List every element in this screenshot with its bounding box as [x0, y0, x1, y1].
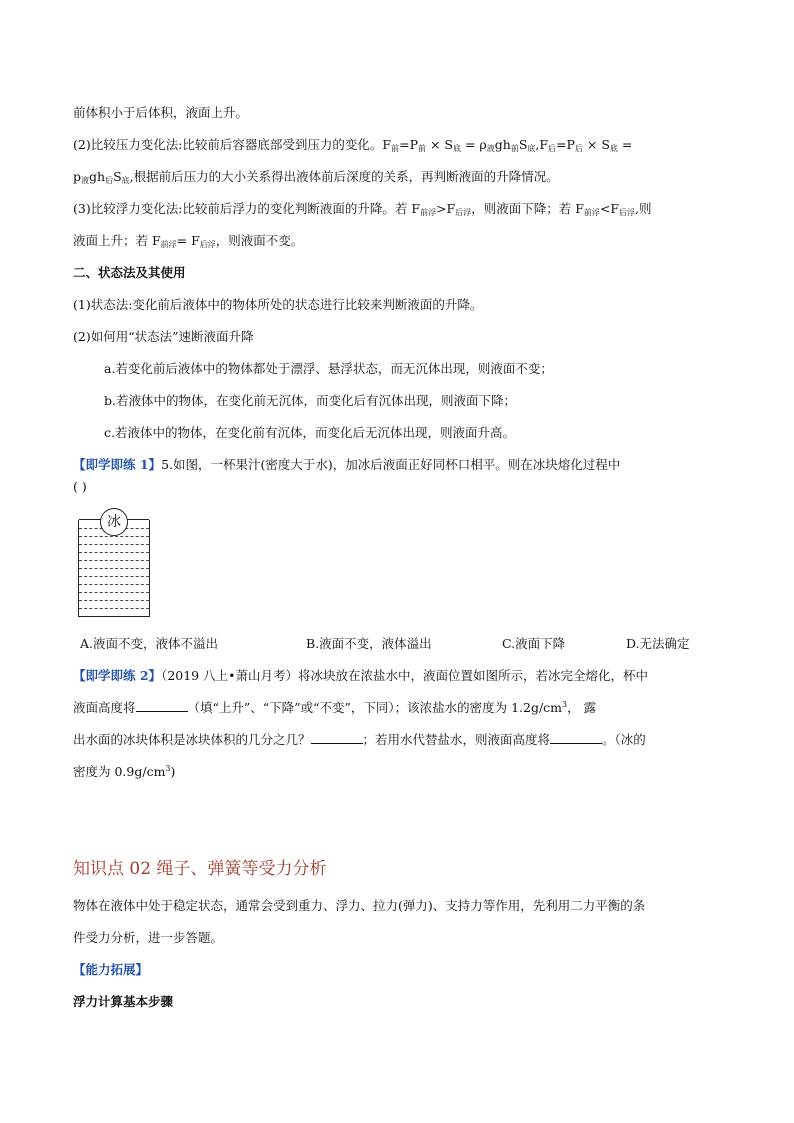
state-method-definition: (1)状态法:变化前后液体中的物体所处的状态进行比较来判断液面的升降。 [73, 297, 483, 312]
state-rule-a: a.若变化前后液体中的物体都处于漂浮、悬浮状态，而无沉体出现，则液面不变； [104, 361, 553, 376]
option-b[interactable]: B.液面不变，液体溢出 [306, 636, 432, 651]
section-heading-state-method: 二、状态法及其使用 [73, 265, 186, 280]
knowledge-point-heading: 知识点 02 绳子、弹簧等受力分析 [73, 859, 327, 879]
body-text-line1: 物体在液体中处于稳定状态，通常会受到重力、浮力、拉力(弹力)、支持力等作用，先利用二力平衡的条 [73, 898, 646, 913]
state-method-howto: (2)如何用“状态法”速断液面升降 [73, 329, 254, 344]
option-c[interactable]: C.液面下降 [502, 636, 566, 651]
exercise-2-line1: 【即学即练 2】（2019 八上•萧山月考）将冰块放在浓盐水中，液面位置如图所示，若冰完全熔化，杯中 [73, 668, 648, 683]
pressure-method-line1: (2)比较压力变化法:比较前后容器底部受到压力的变化。$F_前=P_前 \times S_底 = \rho_液gh_前S_底,F_后=P_后 \times S_底$ = [73, 137, 633, 153]
exercise-1-tag: 【即学即练 1】 [73, 457, 162, 472]
exercise-1-question: 5.如图，一杯果汁(密度大于水)，加冰后液面正好同杯口相平。则在冰块熔化过程中 [161, 457, 621, 472]
exercise-2-line2: 液面高度将 （填“上升”、“下降”或“不变”，下同）；该浓盐水的密度为 $1.2g/cm^3$， 露 [73, 700, 597, 715]
buoyancy-method-line1: (3)比较浮力变化法:比较前后浮力的变化判断液面的升降。若 $F_{前浮}>F_{后浮}$，则液面下降；若 $F_{前浮}<F_{后浮}$,则 [73, 201, 652, 217]
answer-blank-3[interactable] [550, 731, 602, 744]
option-d[interactable]: D.无法确定 [626, 636, 690, 651]
steps-heading: 浮力计算基本步骤 [73, 994, 174, 1009]
paragraph-continuation: 前体积小于后体积，液面上升。 [73, 105, 249, 120]
body-text-line2: 件受力分析，进一步答题。 [73, 930, 224, 945]
ice-block: 冰 [100, 508, 128, 536]
exercise-2-line3: 出水面的冰块体积是冰块体积的几分之几？ ；若用水代替盐水，则液面高度将 。（冰的 [73, 732, 646, 747]
answer-parentheses: ( ) [73, 479, 87, 494]
ability-extension-tag: 【能力拓展】 [73, 962, 149, 977]
answer-blank-1[interactable] [136, 699, 188, 712]
exercise-2-line4: 密度为 $0.9g/cm^3$) [73, 764, 176, 779]
pressure-method-line2: $p_液gh_后S_底$,根据前后压力的大小关系得出液体前后深度的关系，再判断液面的升降情况。 [73, 169, 559, 185]
option-a[interactable]: A.液面不变，液体不溢出 [80, 636, 219, 651]
juice-cup-figure [78, 510, 152, 620]
state-rule-c: c.若液体中的物体，在变化前有沉体，而变化后无沉体出现，则液面升高。 [104, 425, 515, 440]
buoyancy-method-line2: 液面上升；若 $F_{前浮}= F_{后浮}$，则液面不变。 [73, 233, 304, 249]
answer-blank-2[interactable] [311, 731, 363, 744]
state-rule-b: b.若液体中的物体，在变化前无沉体，而变化后有沉体出现，则液面下降； [104, 393, 516, 408]
exercise-1 [73, 455, 620, 473]
exercise-2-tag: 【即学即练 2】 [73, 668, 162, 683]
